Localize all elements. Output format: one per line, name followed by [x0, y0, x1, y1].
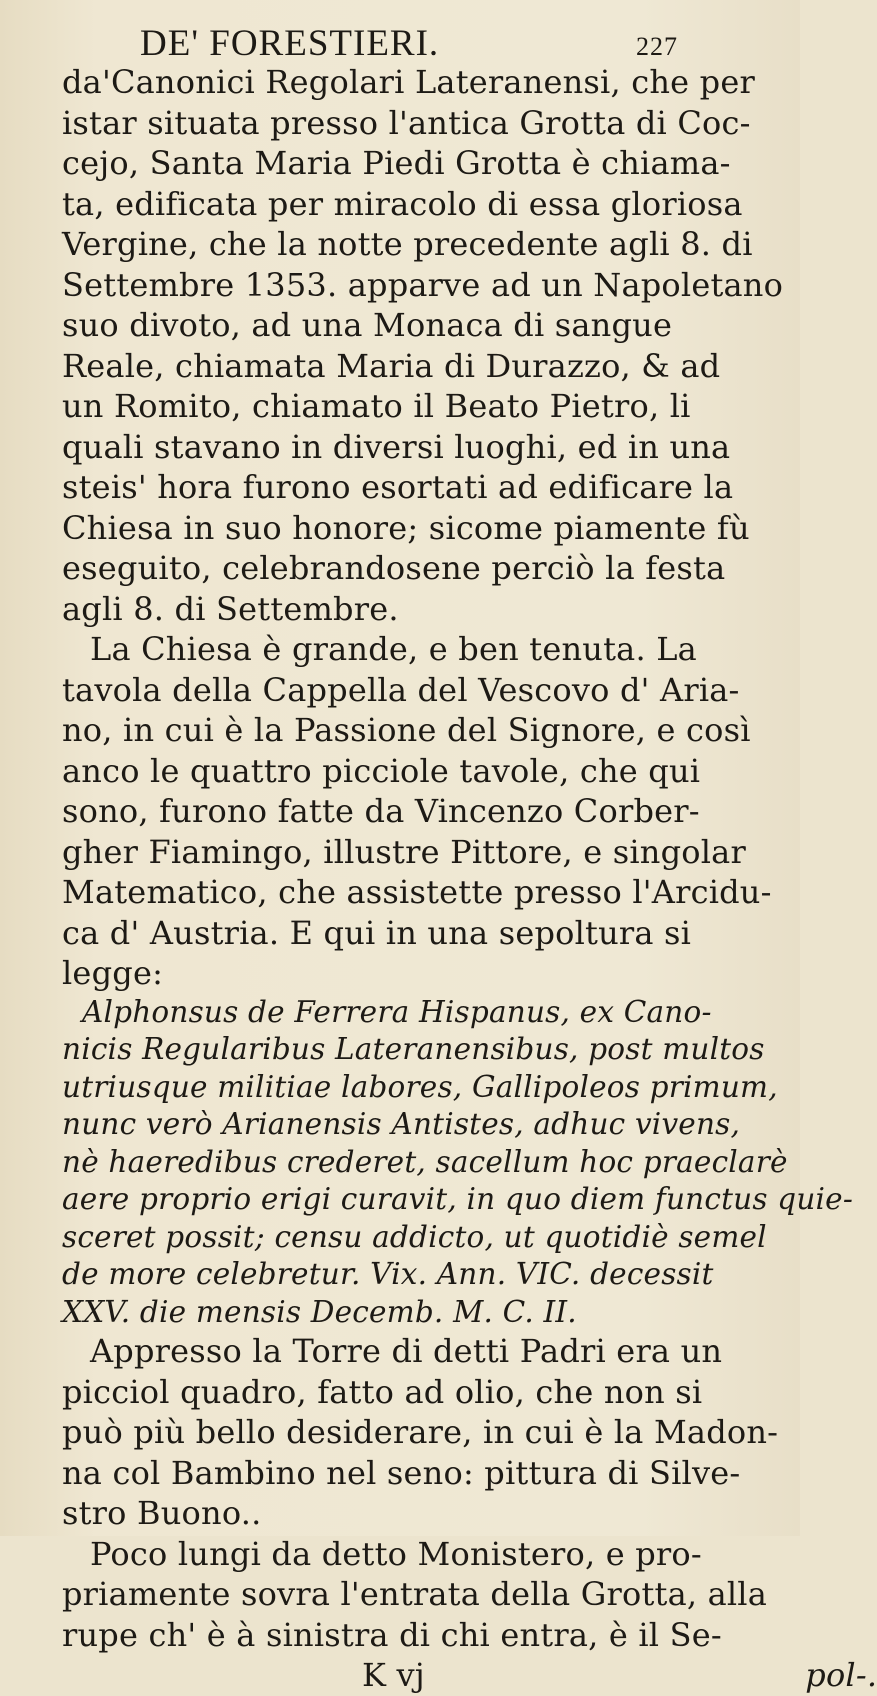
inscription-line: sceret possit; censu addicto, ut quotidiè semel — [62, 1219, 767, 1254]
text-line: Vergine, che la notte precedente agli 8. di — [62, 225, 753, 263]
inscription-line: nunc verò Arianensis Antistes, adhuc vivens, — [62, 1107, 741, 1141]
inscription-line: utriusque militiae labores, Gallipoleos primum, — [62, 1069, 778, 1104]
text-line: stro Buono.. — [62, 1494, 262, 1532]
text-line: anco le quattro picciole tavole, che qui — [62, 751, 701, 790]
text-line: eseguito, celebrandosene perciò la festa — [62, 549, 726, 587]
text-line: Appresso la Torre di detti Padri era un — [90, 1332, 723, 1370]
page-header — [62, 22, 770, 64]
inscription-line: de more celebretur. Vix. Ann. VIC. decessit — [62, 1257, 714, 1291]
text-line: suo divoto, ad una Monaca di sangue — [62, 306, 673, 344]
text-line: Chiesa in suo honore; sicome piamente fù — [62, 508, 750, 547]
text-line: picciol quadro, fatto ad olio, che non si — [62, 1372, 703, 1411]
signature-mark: K vj — [362, 1656, 425, 1694]
text-line: tavola della Cappella del Vescovo d' Aria- — [62, 670, 740, 709]
text-line: può più bello desiderare, in cui è la Madon- — [62, 1413, 779, 1451]
text-line: na col Bambino nel seno: pittura di Silve- — [62, 1453, 741, 1492]
page-text — [62, 62, 877, 1696]
text-line: legge: — [62, 954, 164, 992]
text-line: cejo, Santa Maria Piedi Grotta è chiama- — [62, 144, 731, 182]
text-line: quali stavano in diversi luoghi, ed in una — [62, 427, 731, 466]
text-line: rupe ch' è à sinistra di chi entra, è il Se- — [62, 1615, 722, 1654]
text-line: agli 8. di Settembre. — [62, 589, 399, 628]
running-title: DE' FORESTIERI. — [140, 23, 440, 64]
text-line: gher Fiamingo, illustre Pittore, e singolar — [62, 832, 746, 871]
text-line: un Romito, chiamato il Beato Pietro, li — [62, 387, 691, 425]
text-line: sono, furono fatte da Vincenzo Corber- — [62, 792, 700, 830]
text-line: priamente sovra l'entrata della Grotta, alla — [62, 1575, 768, 1613]
text-line: istar situata presso l'antica Grotta di Coc- — [62, 103, 751, 142]
text-line: no, in cui è la Passione del Signore, e così — [62, 711, 751, 749]
inscription-line: nè haeredibus crederet, sacellum hoc praeclarè — [62, 1144, 788, 1179]
text-line: ta, edificata per miracolo di essa gloriosa — [62, 184, 743, 223]
text-line: da'Canonici Regolari Lateranensi, che per — [62, 63, 755, 101]
text-line: La Chiesa è grande, e ben tenuta. La — [90, 630, 697, 668]
text-line: steis' hora furono esortati ad edificare la — [62, 468, 734, 506]
text-line: Reale, chiamata Maria di Durazzo, & ad — [62, 346, 721, 385]
text-line: Poco lungi da detto Monistero, e pro- — [90, 1534, 702, 1573]
text-line: ca d' Austria. E qui in una sepoltura si — [62, 913, 692, 952]
inscription-line: nicis Regularibus Lateranensibus, post multos — [62, 1032, 765, 1066]
inscription-line: XXV. die mensis Decemb. M. C. II. — [62, 1294, 577, 1329]
catchword: pol-. — [805, 1656, 877, 1694]
inscription-line: Alphonsus de Ferrera Hispanus, ex Cano- — [82, 994, 712, 1029]
text-line: Settembre 1353. apparve ad un Napoletano — [62, 265, 784, 304]
text-line: Matematico, che assistette presso l'Arcidu- — [62, 873, 772, 911]
page-footer — [62, 1655, 877, 1696]
inscription-line: aere proprio erigi curavit, in quo diem functus quie- — [62, 1182, 854, 1216]
page-number: 227 — [636, 32, 678, 61]
